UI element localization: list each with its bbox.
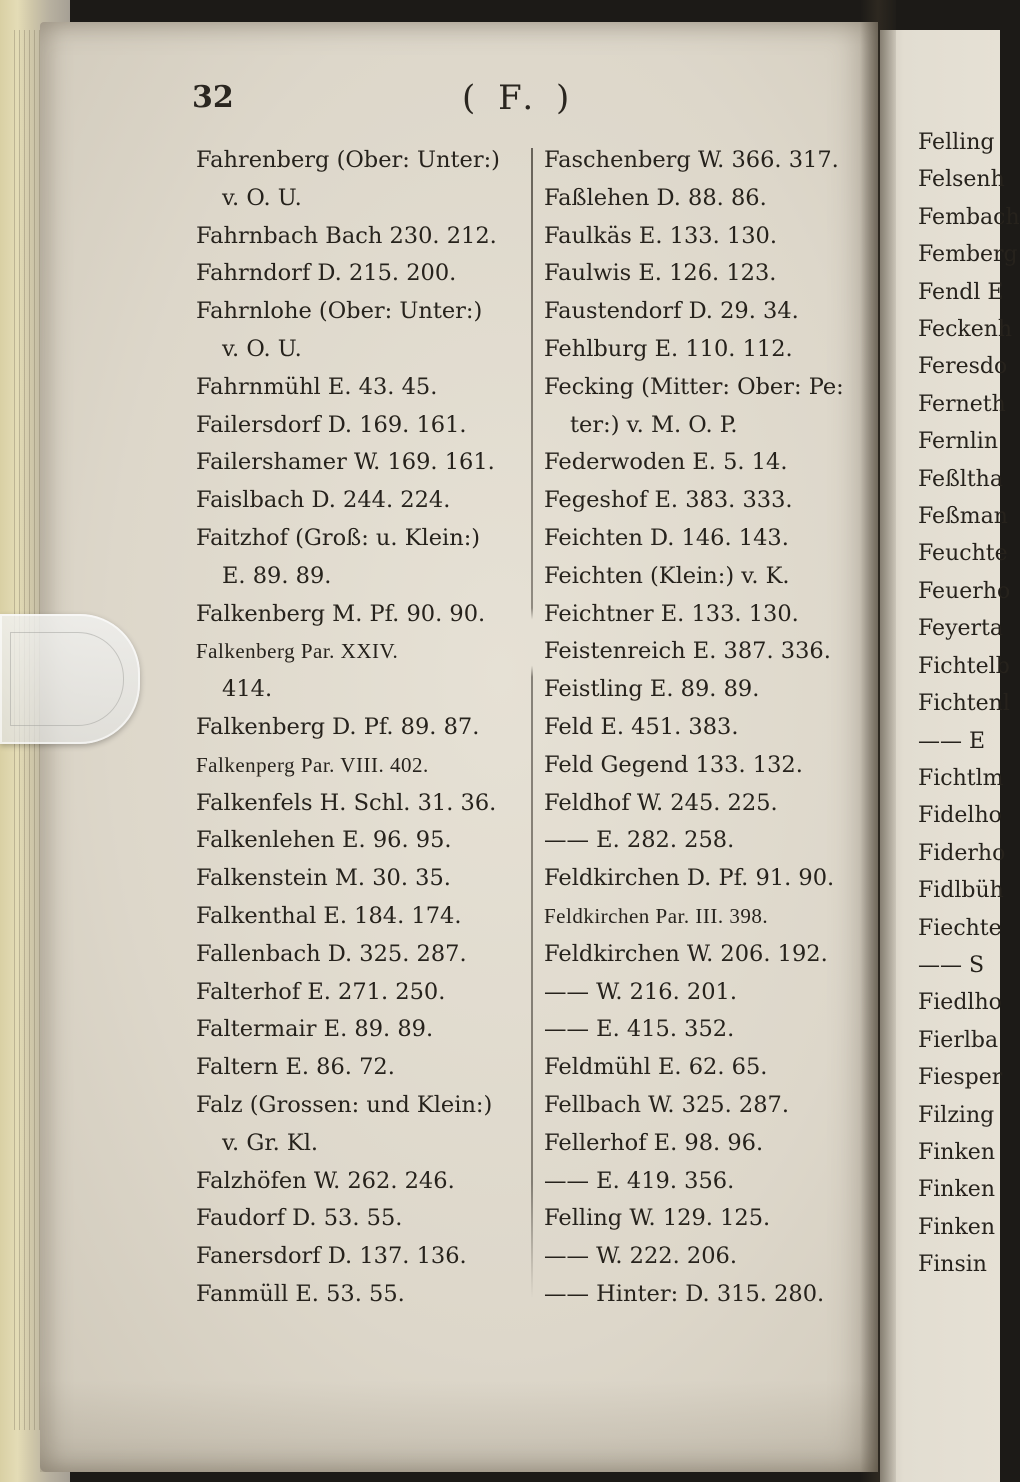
index-entry: Failershamer W. 169. 161. xyxy=(196,449,495,476)
index-entry: Falkenberg Par. XXIV. xyxy=(196,639,399,664)
index-entry: v. O. U. xyxy=(222,184,302,211)
index-entry: Faßlehen D. 88. 86. xyxy=(544,184,767,211)
facing-page-entry: Fichtelb xyxy=(918,653,1010,679)
facing-page-entry: —— E xyxy=(918,728,986,754)
facing-page-entry: —— S xyxy=(918,952,985,978)
index-entry: Feistenreich E. 387. 336. xyxy=(544,638,831,665)
facing-page-entry: Finken xyxy=(918,1139,995,1165)
facing-page-entry: Fiderho xyxy=(918,840,1006,866)
index-entry: Federwoden E. 5. 14. xyxy=(544,449,788,476)
index-entry: —— W. 216. 201. xyxy=(544,978,737,1005)
facing-page-entry: Fiechte xyxy=(918,915,1002,941)
facing-page-entry: Finsin xyxy=(918,1252,987,1278)
index-entry: Fahrenberg (Ober: Unter:) xyxy=(196,147,500,173)
index-entry: Faudorf D. 53. 55. xyxy=(196,1205,403,1232)
facing-page-entry: Fidlbüh xyxy=(918,878,1004,904)
left-column xyxy=(196,142,526,1314)
page-bottom-shadow xyxy=(40,1380,878,1472)
index-entry: Fahrndorf D. 215. 200. xyxy=(196,260,457,287)
page-number: 32 xyxy=(192,80,234,115)
index-entry: Faltermair E. 89. 89. xyxy=(196,1016,434,1043)
index-entry: Fanersdorf D. 137. 136. xyxy=(196,1243,467,1270)
index-entry: ter:) v. M. O. P. xyxy=(570,411,738,438)
index-entry: —— Hinter: D. 315. 280. xyxy=(544,1280,825,1307)
page-header xyxy=(192,80,832,130)
facing-page-entry: Finken xyxy=(918,1177,995,1203)
index-entry: Faitzhof (Groß: u. Klein:) xyxy=(196,524,481,551)
index-entry: Falkenperg Par. VIII. 402. xyxy=(196,752,429,777)
index-entry: Fellbach W. 325. 287. xyxy=(544,1091,789,1118)
facing-page-entry: Finken xyxy=(918,1214,995,1240)
index-entry: Falz (Grossen: und Klein:) xyxy=(196,1091,493,1118)
index-entry: —— E. 282. 258. xyxy=(544,827,735,854)
facing-page-entry: Fernlin xyxy=(918,429,999,455)
facing-page-entry: Femberg xyxy=(918,242,1018,268)
index-entry: 414. xyxy=(222,676,273,703)
running-head: ( F. ) xyxy=(462,78,576,118)
index-entry: Feldkirchen Par. III. 398. xyxy=(544,903,769,928)
index-entry: Falkenfels H. Schl. 31. 36. xyxy=(196,789,497,816)
index-entry: Faustendorf D. 29. 34. xyxy=(544,298,799,325)
facing-page-entry: Fichtenl xyxy=(918,691,1010,717)
index-entry: Feldkirchen W. 206. 192. xyxy=(544,940,828,967)
index-entry: Feistling E. 89. 89. xyxy=(544,676,760,703)
facing-page-entry: Ferneth xyxy=(918,391,1006,417)
facing-page-entry: Feresdo xyxy=(918,354,1008,380)
index-entry: Fanmüll E. 53. 55. xyxy=(196,1280,405,1307)
index-entry: Feldmühl E. 62. 65. xyxy=(544,1054,768,1081)
index-entry: Faulkäs E. 133. 130. xyxy=(544,222,778,249)
index-entry: Fegeshof E. 383. 333. xyxy=(544,487,793,514)
facing-page-entry: Feuchte xyxy=(918,541,1008,567)
index-entry: Feldhof W. 245. 225. xyxy=(544,789,778,816)
index-entry: —— E. 415. 352. xyxy=(544,1016,735,1043)
facing-page-entry: Fidelho xyxy=(918,803,1002,829)
index-entry: Feld E. 451. 383. xyxy=(544,713,739,740)
index-entry: Felling W. 129. 125. xyxy=(544,1205,771,1232)
facing-page-entry: Felsenh xyxy=(918,167,1005,193)
facing-page-entry: Felling xyxy=(918,130,995,155)
index-entry: Feldkirchen D. Pf. 91. 90. xyxy=(544,865,835,892)
index-entry: Feichtner E. 133. 130. xyxy=(544,600,799,627)
index-entry: Falzhöfen W. 262. 246. xyxy=(196,1167,455,1194)
index-entry: Falkenlehen E. 96. 95. xyxy=(196,827,452,854)
facing-page-entry: Fierlba xyxy=(918,1027,999,1053)
column-divider xyxy=(531,148,533,1298)
facing-page-entry: Fiesper xyxy=(918,1065,1003,1091)
book-gutter xyxy=(860,0,896,1482)
index-entry: Falkenberg M. Pf. 90. 90. xyxy=(196,600,486,627)
facing-page-entry: Feßman xyxy=(918,504,1008,530)
index-entry: Faltern E. 86. 72. xyxy=(196,1054,395,1081)
index-entry: Feichten (Klein:) v. K. xyxy=(544,562,790,589)
index-entry: Fahrnbach Bach 230. 212. xyxy=(196,222,497,249)
page-clip xyxy=(0,614,140,744)
index-entry: —— E. 419. 356. xyxy=(544,1167,735,1194)
index-entry: Feichten D. 146. 143. xyxy=(544,524,789,551)
index-entry: v. O. U. xyxy=(222,335,302,362)
facing-page-entry: Fiedlho xyxy=(918,990,1002,1016)
facing-page-entry: Fichtlm xyxy=(918,765,1004,791)
index-entry: Falkenberg D. Pf. 89. 87. xyxy=(196,713,480,740)
index-entry: —— W. 222. 206. xyxy=(544,1243,737,1270)
facing-page-entry: Fembach xyxy=(918,204,1020,230)
facing-page-entry: Fendl E xyxy=(918,279,1004,305)
index-entry: Faulwis E. 126. 123. xyxy=(544,260,777,287)
index-entry: Falkenthal E. 184. 174. xyxy=(196,902,462,929)
index-entry: Fahrnmühl E. 43. 45. xyxy=(196,373,438,400)
index-entry: Failersdorf D. 169. 161. xyxy=(196,411,467,438)
index-entry: v. Gr. Kl. xyxy=(222,1129,319,1156)
index-entry: Faschenberg W. 366. 317. xyxy=(544,147,839,173)
facing-page-entry: Feckenh xyxy=(918,317,1013,343)
index-entry: Fecking (Mitter: Ober: Pe: xyxy=(544,373,844,400)
index-entry: Fellerhof E. 98. 96. xyxy=(544,1129,764,1156)
index-entry: Feld Gegend 133. 132. xyxy=(544,751,803,778)
index-entry: Fallenbach D. 325. 287. xyxy=(196,940,467,967)
right-column xyxy=(544,142,864,1314)
index-entry: Fahrnlohe (Ober: Unter:) xyxy=(196,298,483,325)
facing-page-entry: Feyerta xyxy=(918,616,1004,642)
index-entry: Falkenstein M. 30. 35. xyxy=(196,865,451,892)
index-entry: Fehlburg E. 110. 112. xyxy=(544,335,793,362)
facing-page-entry: Feßltha xyxy=(918,466,1003,492)
index-entry: E. 89. 89. xyxy=(222,562,332,589)
index-entry: Faislbach D. 244. 224. xyxy=(196,487,451,514)
facing-page-entry: Filzing xyxy=(918,1102,995,1128)
facing-page-column xyxy=(918,124,1020,1284)
index-entry: Falterhof E. 271. 250. xyxy=(196,978,446,1005)
facing-page-entry: Feuerho xyxy=(918,578,1011,604)
